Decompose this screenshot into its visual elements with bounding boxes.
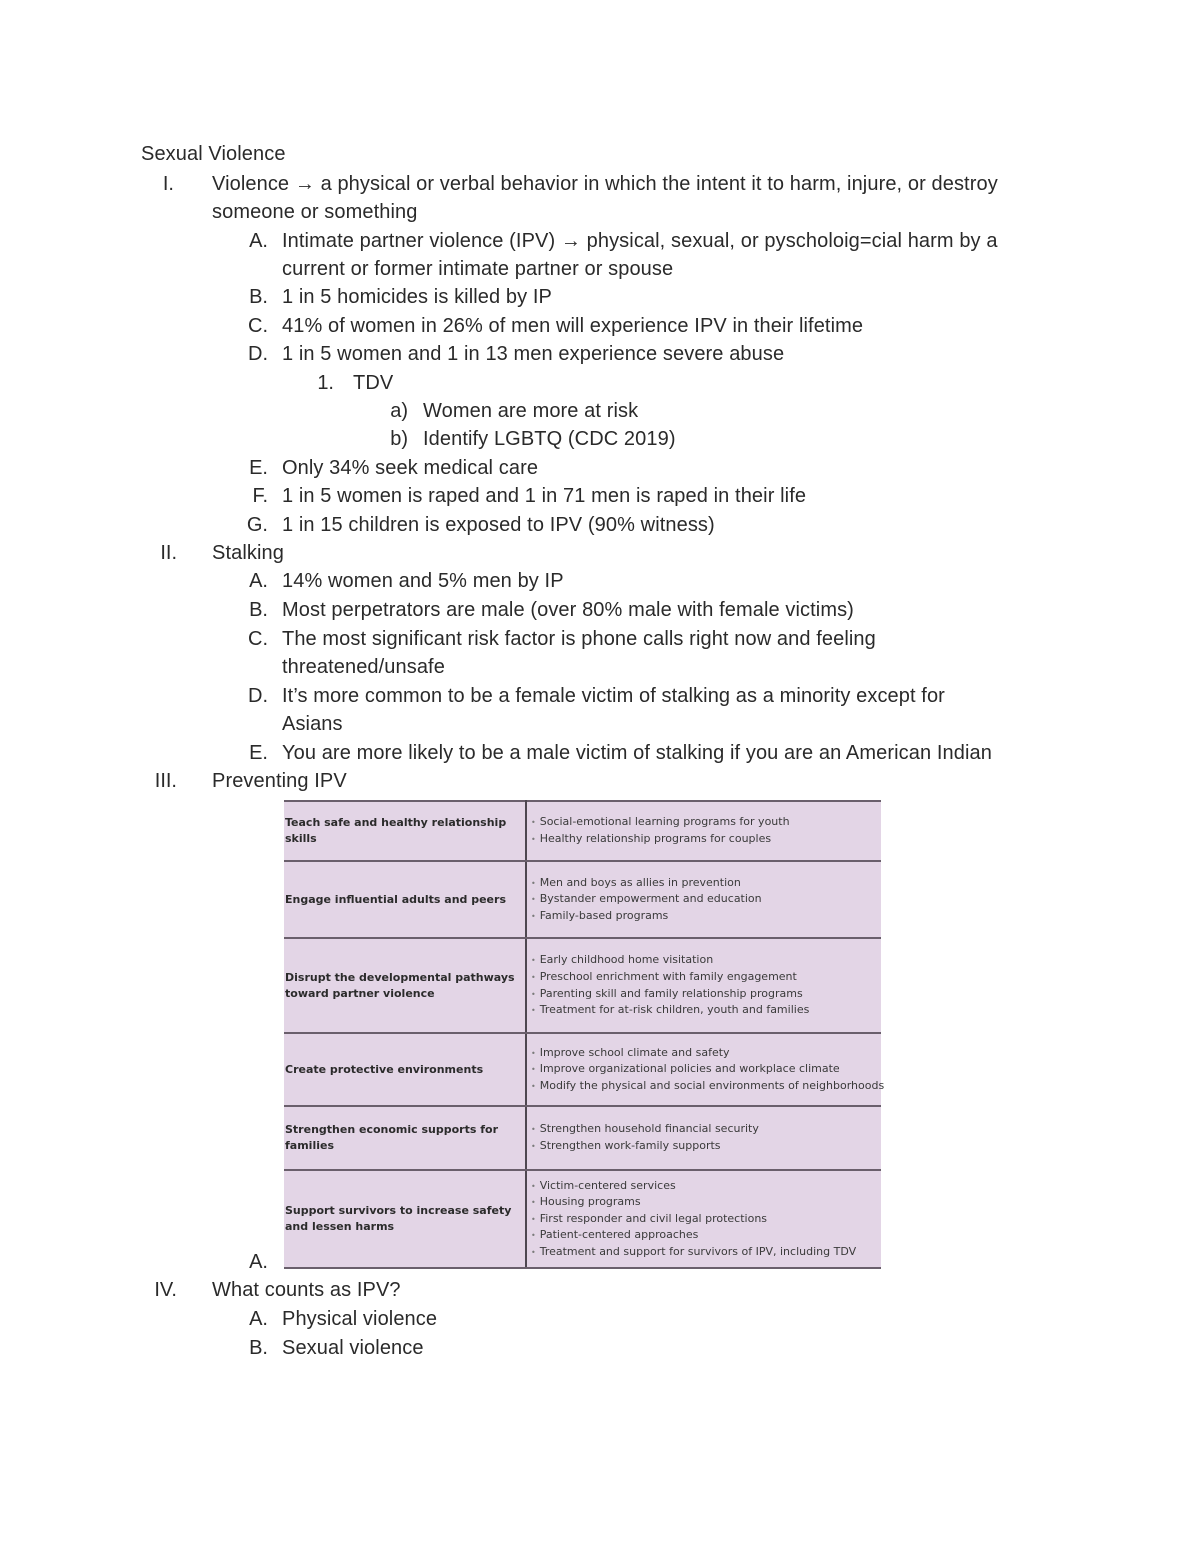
approach-text: Strengthen household financial security xyxy=(539,1122,759,1136)
bullet-icon: • xyxy=(531,1214,536,1224)
approach-item xyxy=(531,1194,881,1211)
list-item: 1 in 5 homicides is killed by IP xyxy=(282,286,552,308)
list-item: Most perpetrators are male (over 80% male with female victims) xyxy=(282,599,854,621)
section-marker: II. xyxy=(160,542,177,564)
list-item: It’s more common to be a female victim of stalking as a minority except for xyxy=(282,685,945,707)
document-title: Sexual Violence xyxy=(141,143,286,165)
approaches-cell xyxy=(526,938,881,1033)
bullet-icon: • xyxy=(531,1125,536,1135)
bullet-icon: • xyxy=(531,1006,536,1016)
table-row xyxy=(284,1106,881,1170)
approach-text: Treatment for at-risk children, youth and families xyxy=(539,1003,810,1017)
item-marker: B. xyxy=(249,1337,268,1359)
item-marker: C. xyxy=(248,628,268,650)
approaches-cell xyxy=(526,801,881,861)
approach-text: Modify the physical and social environments of neighborhoods xyxy=(539,1078,885,1092)
table-row xyxy=(284,1170,881,1268)
strategy-cell: Create protective environments xyxy=(284,1033,526,1106)
approach-item xyxy=(531,1121,881,1138)
list-item: Sexual violence xyxy=(282,1337,424,1359)
item-marker: F. xyxy=(252,485,268,507)
section-marker: III. xyxy=(154,770,177,792)
approach-text: Men and boys as allies in prevention xyxy=(539,875,741,889)
strategy-cell: Teach safe and healthy relationship skills xyxy=(284,801,526,861)
approaches-cell xyxy=(526,1106,881,1170)
list-item: Intimate partner violence (IPV) → physical, sexual, or pyscholoig=cial harm by a xyxy=(282,230,998,252)
item-marker: 1. xyxy=(317,372,334,394)
approach-text: Preschool enrichment with family engagement xyxy=(539,969,797,983)
section-heading-continued: someone or something xyxy=(212,201,418,223)
approach-item xyxy=(531,1138,881,1155)
item-marker: G. xyxy=(246,514,268,536)
bullet-icon: • xyxy=(531,989,536,999)
approach-item xyxy=(531,814,881,831)
approach-text: Treatment and support for survivors of IPV, including TDV xyxy=(539,1244,857,1258)
list-item: 1 in 5 women and 1 in 13 men experience severe abuse xyxy=(282,343,785,365)
approach-text: Housing programs xyxy=(539,1195,641,1209)
approach-text: First responder and civil legal protections xyxy=(539,1211,768,1225)
section-marker: IV. xyxy=(154,1279,177,1301)
bullet-icon: • xyxy=(531,972,536,982)
approach-item xyxy=(531,969,881,986)
approach-item xyxy=(531,986,881,1003)
bullet-icon: • xyxy=(531,818,536,828)
section-marker: I. xyxy=(162,173,174,195)
approach-item xyxy=(531,952,881,969)
prevention-strategies-table xyxy=(284,800,885,1269)
list-item: 1 in 5 women is raped and 1 in 71 men is raped in their life xyxy=(282,485,807,507)
item-marker: D. xyxy=(248,685,268,707)
strategy-cell: Engage influential adults and peers xyxy=(284,861,526,938)
list-item: 41% of women in 26% of men will experience IPV in their lifetime xyxy=(282,315,864,337)
approach-item xyxy=(531,1227,881,1244)
approaches-cell xyxy=(526,1033,885,1106)
list-item: 14% women and 5% men by IP xyxy=(282,570,564,592)
approach-text: Improve organizational policies and workplace climate xyxy=(539,1062,840,1076)
item-marker: B. xyxy=(249,286,268,308)
bullet-icon: • xyxy=(531,1142,536,1151)
approach-text: Family-based programs xyxy=(539,908,669,922)
approach-text: Parenting skill and family relationship programs xyxy=(539,986,803,1000)
approach-text: Strengthen work-family supports xyxy=(539,1139,721,1152)
item-marker: A. xyxy=(249,570,268,592)
approach-item xyxy=(531,1178,881,1195)
approach-item xyxy=(531,1211,881,1228)
item-marker: b) xyxy=(390,428,408,450)
approach-item xyxy=(531,831,881,848)
item-marker: E. xyxy=(249,457,268,479)
list-item-continued: current or former intimate partner or spouse xyxy=(282,258,674,280)
item-marker: D. xyxy=(248,343,268,365)
approach-text: Victim-centered services xyxy=(539,1178,676,1192)
list-item-continued: threatened/unsafe xyxy=(282,656,445,678)
item-marker: E. xyxy=(249,742,268,764)
approach-text: Social-emotional learning programs for youth xyxy=(539,815,790,829)
bullet-icon: • xyxy=(531,956,536,966)
approach-item xyxy=(531,1002,881,1019)
section-heading: Stalking xyxy=(212,542,284,564)
approach-text: Healthy relationship programs for couples xyxy=(539,832,772,845)
table-row xyxy=(284,1033,881,1106)
bullet-icon: • xyxy=(531,878,536,888)
approach-item xyxy=(531,1045,881,1062)
bullet-icon: • xyxy=(531,1247,536,1257)
approaches-cell xyxy=(526,861,881,938)
bullet-icon: • xyxy=(531,835,536,844)
strategy-cell: Disrupt the developmental pathways toward partner violence xyxy=(284,938,526,1033)
bullet-icon: • xyxy=(531,911,536,921)
item-marker: B. xyxy=(249,599,268,621)
list-item: The most significant risk factor is phone calls right now and feeling xyxy=(282,628,876,650)
list-item: TDV xyxy=(353,372,394,394)
bullet-icon: • xyxy=(531,895,536,905)
approach-text: Improve school climate and safety xyxy=(539,1045,730,1059)
approach-item xyxy=(531,875,881,892)
approach-item xyxy=(531,1244,881,1261)
table-row xyxy=(284,861,881,938)
bullet-icon: • xyxy=(531,1065,536,1075)
item-marker: A. xyxy=(249,1251,268,1273)
approach-item xyxy=(531,908,881,925)
item-marker: a) xyxy=(390,400,408,422)
strategy-cell: Strengthen economic supports for families xyxy=(284,1106,526,1170)
list-item: 1 in 15 children is exposed to IPV (90% witness) xyxy=(282,514,715,536)
approach-text: Bystander empowerment and education xyxy=(539,892,762,906)
approach-item xyxy=(531,1078,885,1095)
list-item: Women are more at risk xyxy=(423,400,639,422)
table-row xyxy=(284,938,881,1033)
section-heading: Preventing IPV xyxy=(212,770,347,792)
table-row xyxy=(284,801,881,861)
approach-item xyxy=(531,1061,881,1078)
section-heading: Violence → a physical or verbal behavior in which the intent it to harm, injure, or destroy xyxy=(212,173,998,195)
list-item: You are more likely to be a male victim of stalking if you are an American Indian xyxy=(282,742,992,764)
item-marker: A. xyxy=(249,1308,268,1330)
list-item-continued: Asians xyxy=(282,713,343,735)
bullet-icon: • xyxy=(531,1081,536,1091)
approach-text: Patient-centered approaches xyxy=(539,1228,699,1242)
approaches-cell xyxy=(526,1170,881,1268)
list-item: Physical violence xyxy=(282,1308,438,1330)
strategy-cell: Support survivors to increase safety and lessen harms xyxy=(284,1170,526,1268)
item-marker: C. xyxy=(248,315,268,337)
bullet-icon: • xyxy=(531,1048,536,1058)
bullet-icon: • xyxy=(531,1231,536,1241)
approach-text: Early childhood home visitation xyxy=(539,953,714,967)
approach-item xyxy=(531,891,881,908)
item-marker: A. xyxy=(249,230,268,252)
list-item: Identify LGBTQ (CDC 2019) xyxy=(423,428,676,450)
list-item: Only 34% seek medical care xyxy=(282,457,539,479)
bullet-icon: • xyxy=(531,1198,536,1208)
bullet-icon: • xyxy=(531,1181,536,1191)
section-heading: What counts as IPV? xyxy=(212,1279,401,1301)
